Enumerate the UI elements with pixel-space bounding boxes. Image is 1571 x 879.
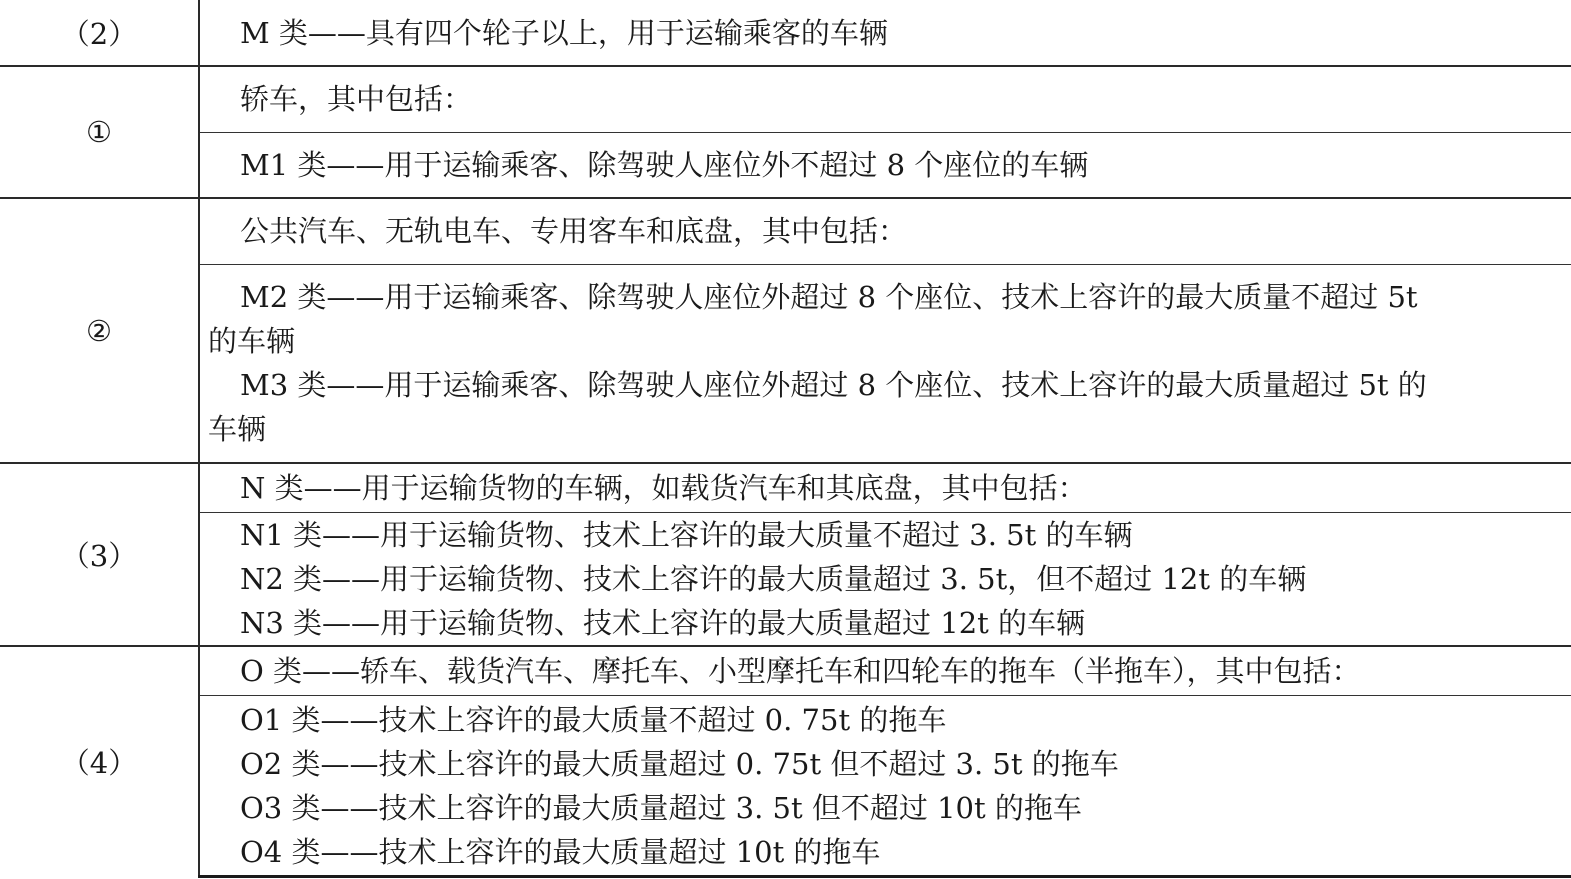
row-number-4: （4）	[0, 646, 199, 877]
table-row-m1	[0, 132, 1571, 198]
n1-text: N1 类——用于运输货物、技术上容许的最大质量不超过 3. 5t 的车辆	[240, 517, 1133, 552]
n2-text: N2 类——用于运输货物、技术上容许的最大质量超过 3. 5t，但不超过 12t 的车辆	[240, 561, 1307, 596]
table-row-o-subclasses	[0, 696, 1571, 877]
sedan-head-text: 轿车，其中包括：	[240, 82, 473, 117]
table-row-o-head	[0, 646, 1571, 696]
o-head-cell	[199, 646, 1571, 696]
m1-text: M1 类——用于运输乘客、除驾驶人座位外不超过 8 个座位的车辆	[240, 147, 1089, 182]
m3-text-line1: M3 类——用于运输乘客、除驾驶人座位外超过 8 个座位、技术上容许的最大质量超过 5t 的	[240, 368, 1427, 403]
row-number-circle-1: ①	[0, 66, 199, 198]
table-row-sedan-head	[0, 66, 1571, 132]
m-class-cell	[199, 0, 1571, 66]
table-row-n-head	[0, 463, 1571, 512]
o4-text: O4 类——技术上容许的最大质量超过 10t 的拖车	[240, 834, 881, 869]
n-head-cell	[199, 463, 1571, 512]
table-row-m-class	[0, 0, 1571, 66]
sedan-head-cell	[199, 66, 1571, 132]
o-subclasses-cell	[199, 696, 1571, 877]
table-row-bus-head	[0, 198, 1571, 264]
n3-text: N3 类——用于运输货物、技术上容许的最大质量超过 12t 的车辆	[240, 605, 1086, 640]
bus-head-text: 公共汽车、无轨电车、专用客车和底盘，其中包括：	[240, 214, 908, 249]
m3-text-line2: 车辆	[208, 412, 267, 447]
m2-m3-cell	[199, 264, 1571, 463]
o1-text: O1 类——技术上容许的最大质量不超过 0. 75t 的拖车	[240, 702, 947, 737]
m2-text-line1: M2 类——用于运输乘客、除驾驶人座位外超过 8 个座位、技术上容许的最大质量不超过 5t	[240, 280, 1418, 315]
table-row-n-subclasses	[0, 512, 1571, 646]
row-number-circle-2: ②	[0, 198, 199, 463]
table-row-m2-m3	[0, 264, 1571, 463]
bus-head-cell	[199, 198, 1571, 264]
m2-text-line2: 的车辆	[208, 324, 296, 359]
o3-text: O3 类——技术上容许的最大质量超过 3. 5t 但不超过 10t 的拖车	[240, 790, 1082, 825]
row-number-2: （2）	[0, 0, 199, 66]
n-head-text: N 类——用于运输货物的车辆，如载货汽车和其底盘，其中包括：	[240, 470, 1087, 505]
n-subclasses-cell	[199, 512, 1571, 646]
row-number-3: （3）	[0, 463, 199, 646]
o2-text: O2 类——技术上容许的最大质量超过 0. 75t 但不超过 3. 5t 的拖车	[240, 746, 1119, 781]
m1-cell	[199, 132, 1571, 198]
o-head-text: O 类——轿车、载货汽车、摩托车、小型摩托车和四轮车的拖车（半拖车），其中包括：	[240, 653, 1361, 688]
m-class-text: M 类——具有四个轮子以上，用于运输乘客的车辆	[240, 15, 888, 50]
